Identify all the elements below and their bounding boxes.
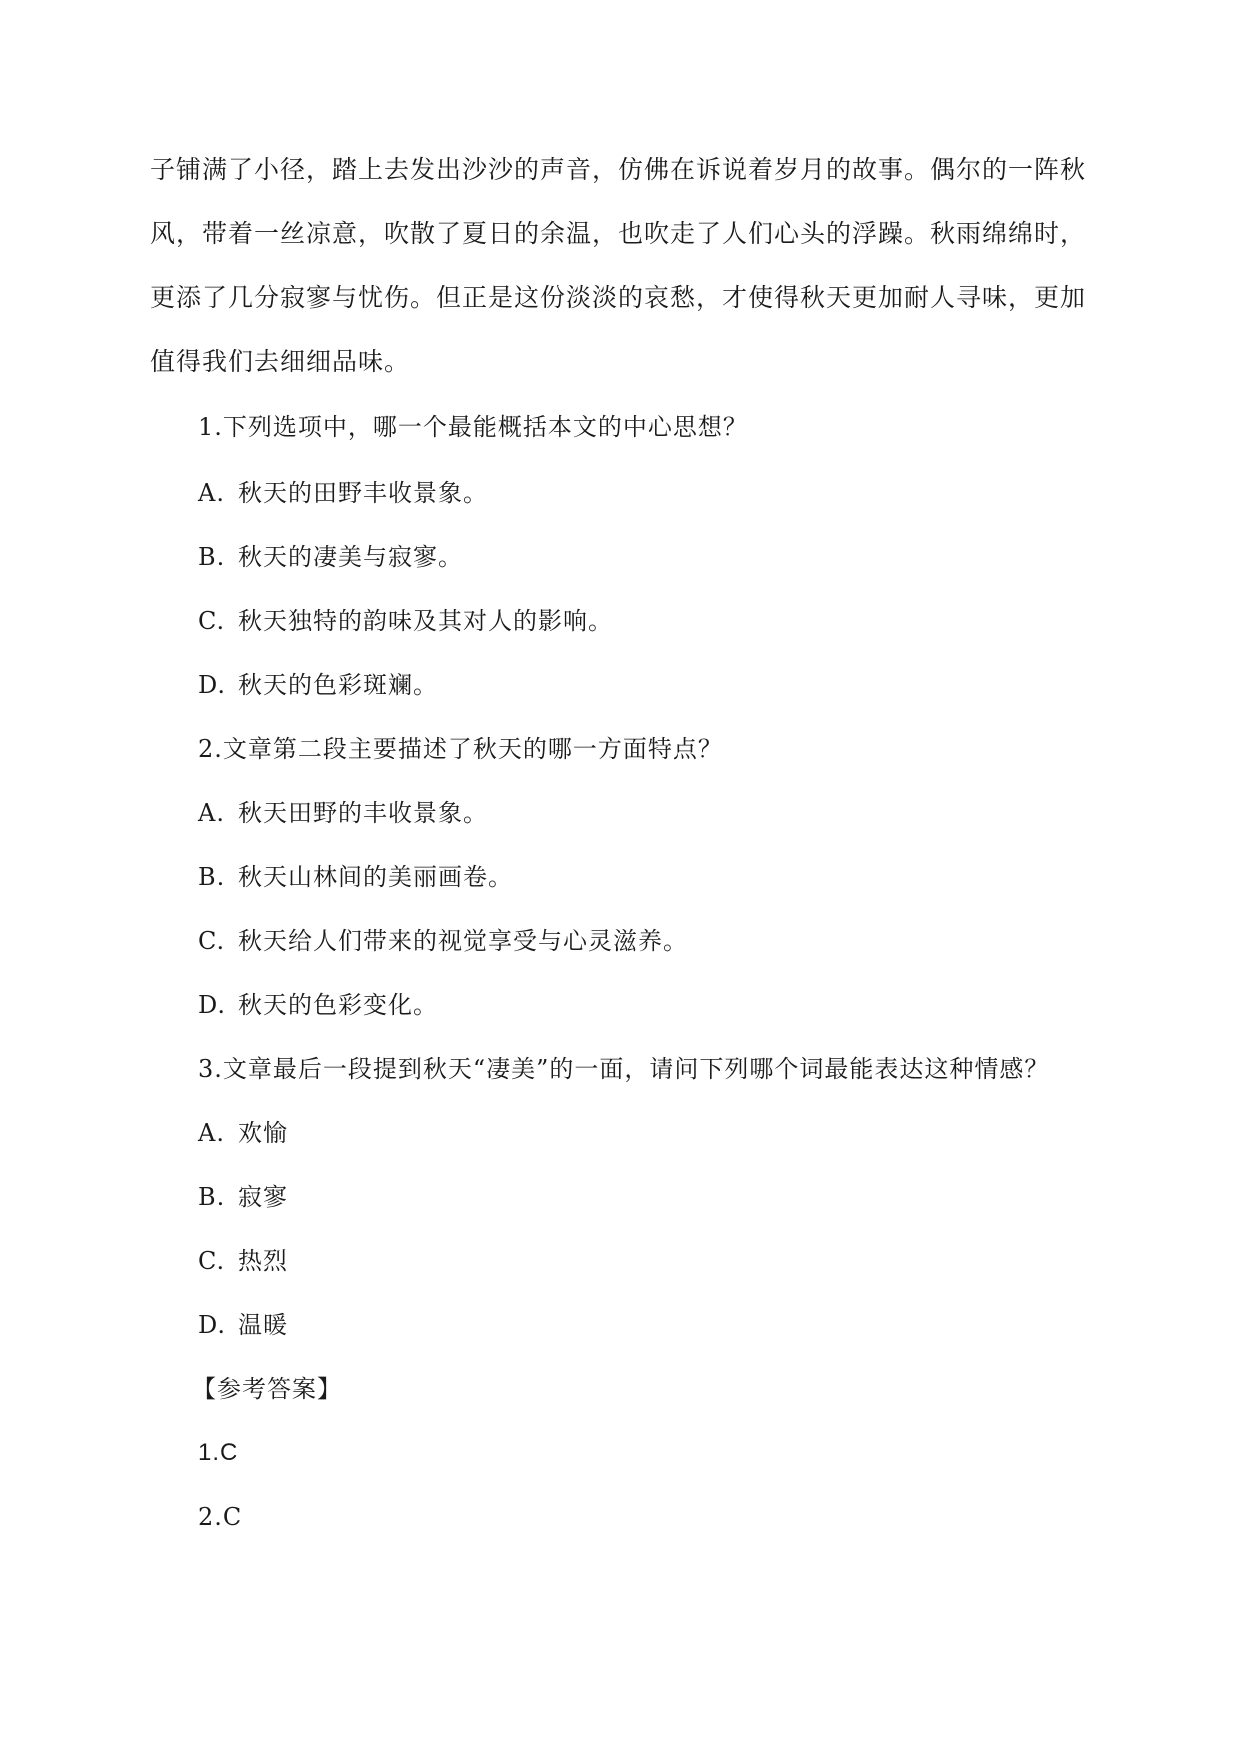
question-3-option-d: [198, 1308, 288, 1342]
option-letter: C.: [198, 927, 226, 955]
option-text: 秋天独特的韵味及其对人的影响。: [238, 607, 613, 635]
question-1-option-c: [198, 604, 613, 638]
option-text: 秋天山林间的美丽画卷。: [238, 863, 513, 891]
question-1-option-b: [198, 540, 463, 574]
question-1-option-a: [198, 476, 488, 510]
question-2-option-d: [198, 988, 438, 1022]
option-letter: D.: [198, 1311, 227, 1339]
option-text: 秋天的田野丰收景象。: [238, 479, 488, 507]
option-text: 温暖: [238, 1311, 288, 1339]
option-text: 热烈: [238, 1247, 288, 1275]
answer-item-2: 2.C: [198, 1503, 243, 1531]
option-text: 秋天的色彩变化。: [238, 991, 438, 1019]
option-text: 秋天的凄美与寂寥。: [238, 543, 463, 571]
option-text: 寂寥: [238, 1183, 288, 1211]
option-letter: B.: [198, 543, 226, 571]
option-text: 秋天的色彩斑斓。: [238, 671, 438, 699]
question-2-prompt: 2.文章第二段主要描述了秋天的哪一方面特点？: [198, 735, 723, 763]
option-letter: A.: [198, 479, 225, 507]
question-1-option-d: [198, 668, 438, 702]
option-text: 秋天田野的丰收景象。: [238, 799, 488, 827]
question-2-option-a: [198, 796, 488, 830]
answer-item-1: 1.C: [198, 1439, 239, 1466]
option-letter: A.: [198, 799, 225, 827]
option-letter: B.: [198, 863, 226, 891]
question-3-option-a: [198, 1116, 288, 1150]
option-text: 秋天给人们带来的视觉享受与心灵滋养。: [238, 927, 688, 955]
option-letter: B.: [198, 1183, 226, 1211]
option-letter: C.: [198, 1247, 226, 1275]
question-3-option-b: [198, 1180, 288, 1214]
option-letter: A.: [198, 1119, 225, 1147]
answers-heading: 【参考答案】: [192, 1375, 342, 1403]
question-3-prompt: 3.文章最后一段提到秋天“凄美”的一面，请问下列哪个词最能表达这种情感？: [198, 1055, 1050, 1083]
option-text: 欢愉: [238, 1119, 288, 1147]
question-3-option-c: [198, 1244, 288, 1278]
option-letter: D.: [198, 671, 227, 699]
question-2-option-c: [198, 924, 688, 958]
passage-text: 子铺满了小径，踏上去发出沙沙的声音，仿佛在诉说着岁月的故事。偶尔的一阵秋风，带着一丝凉意，吹散了夏日的余温，也吹走了人们心头的浮躁。秋雨绵绵时，更添了几分寂寥与忧伤。但正是这份淡淡的哀愁，才使得秋天更加耐人寻味，更加值得我们去细细品味。: [150, 155, 1087, 376]
option-letter: D.: [198, 991, 227, 1019]
question-1-prompt: 1.下列选项中，哪一个最能概括本文的中心思想？: [198, 413, 748, 441]
option-letter: C.: [198, 607, 226, 635]
question-2-option-b: [198, 860, 513, 894]
